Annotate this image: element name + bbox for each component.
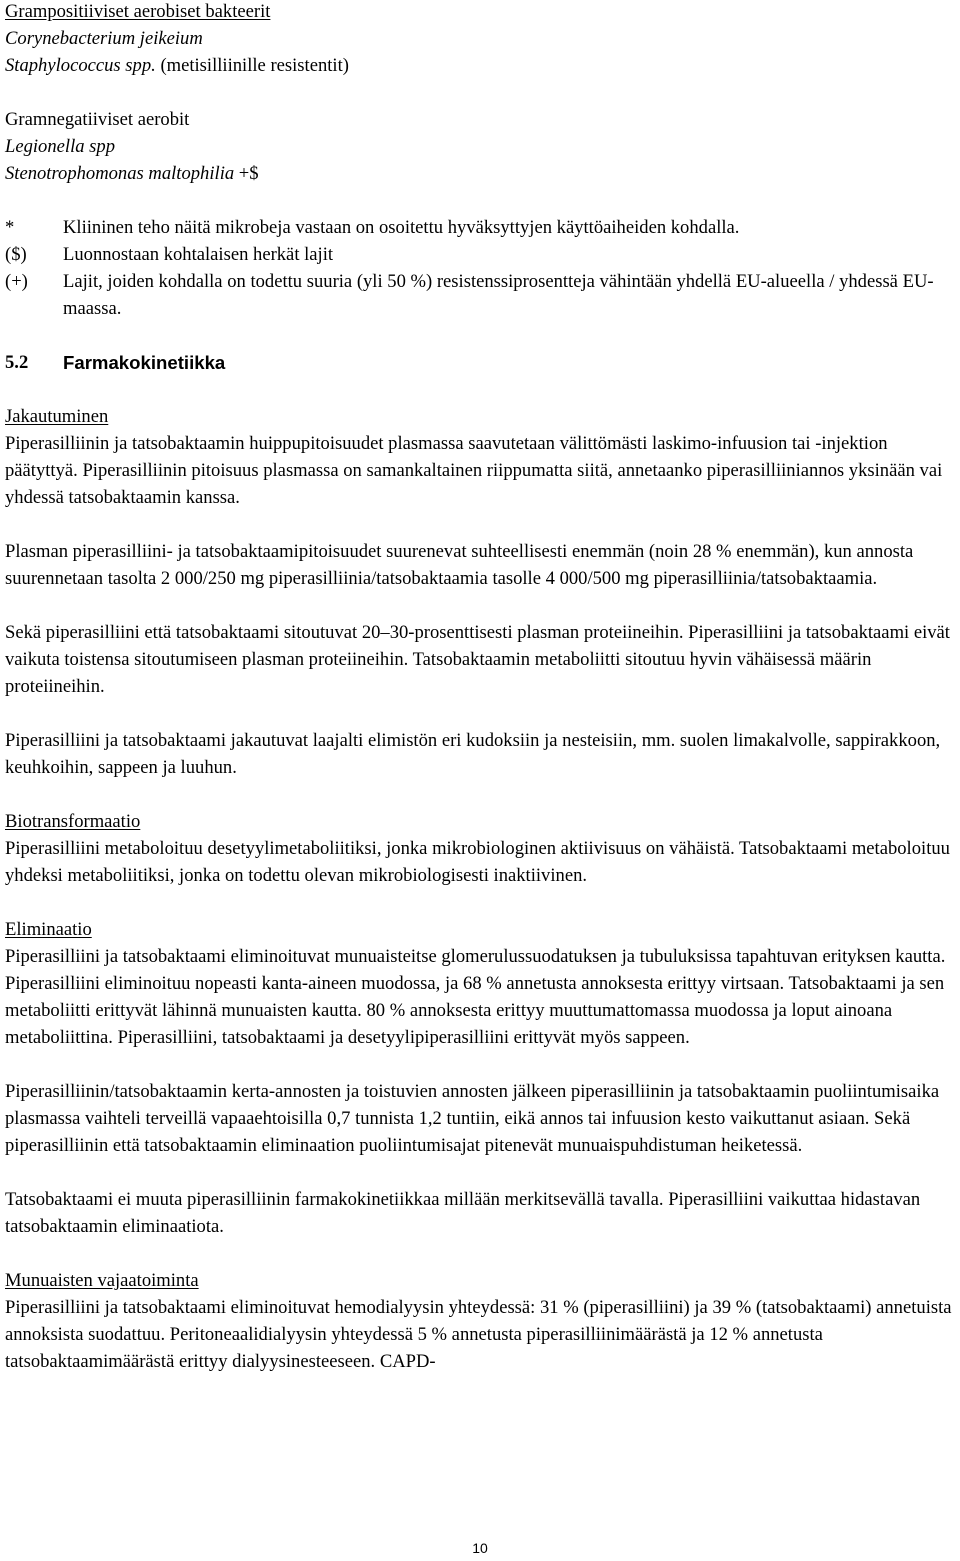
- gram-positive-heading: Grampositiiviset aerobiset bakteerit: [5, 1, 271, 22]
- elimination-paragraph: Piperasilliini eliminoituu nopeasti kanta-aineen muodossa, ja 68 % annetusta annoksesta erittyy virtsaan. Tatsobaktaami ja sen metaboliitti erittyvät lähinnä munuaisten kautta. 80 % annoksesta erittyy muuttumattomassa muodossa ja loput ainoana metaboliittina. Piperasilliini, tatsobaktaami ja desetyylipiperasilliini erittyvät myös sappeen.: [5, 973, 945, 1048]
- renal-paragraph: Piperasilliini ja tatsobaktaami eliminoituvat hemodialyysin yhteydessä: 31 % (piperasilliini) ja 39 % (tatsobaktaami) annetuista annoksista suodattuu. Peritoneaalidialyysin yhteydessä 5 % annetusta piperasilliinimäärästä ja 12 % annetusta tatsobaktaamimäärästä erittyy dialyysinesteeseen. CAPD-: [5, 1297, 952, 1372]
- organism-corynebacterium: Corynebacterium jeikeium: [5, 28, 203, 49]
- distribution-heading: Jakautuminen: [5, 406, 109, 427]
- page-number: 10: [472, 1540, 488, 1556]
- biotransformation-heading: Biotransformaatio: [5, 811, 141, 832]
- gram-negative-heading: Gramnegatiiviset aerobit: [5, 109, 190, 130]
- distribution-paragraph: Piperasilliini ja tatsobaktaami jakautuvat laajalti elimistön eri kudoksiin ja nesteisiin, mm. suolen limakalvolle, sappirakkoon, keuhkoihin, sappeen ja luuhun.: [5, 730, 941, 778]
- distribution-paragraph: Plasman piperasilliini- ja tatsobaktaamipitoisuudet suurenevat suhteellisesti enemmän (noin 28 % enemmän), kun annosta suurennetaan tasolta 2 000/250 mg piperasilliinia/tatsobaktaamia tasolle 4 000/500 mg piperasilliinia/tatsobaktaamia.: [5, 541, 914, 589]
- elimination-paragraph: Piperasilliini ja tatsobaktaami eliminoituvat munuaisteitse glomerulussuodatuksen ja tubuluksissa tapahtuvan erityksen kautta.: [5, 946, 946, 967]
- organism-stenotrophomonas: Stenotrophomonas maltophilia +$: [5, 163, 259, 184]
- footnote-mark: *: [5, 217, 15, 238]
- footnote-text: Lajit, joiden kohdalla on todettu suuria (yli 50 %) resistenssiprosentteja vähintään yhdellä EU-alueella / yhdessä EU-maassa.: [63, 271, 934, 319]
- footnote-plus: [5, 268, 957, 322]
- footnote-mark: (+): [5, 271, 28, 292]
- elimination-paragraph: Piperasilliinin/tatsobaktaamin kerta-annosten ja toistuvien annosten jälkeen piperasilliinin ja tatsobaktaamin puoliintumisaika plasmassa vaihteli terveillä vapaaehtoisilla 0,7 tunnista 1,2 tuntiin, eikä annos tai infuusion kesto vaikuttanut asiaan. Sekä piperasilliinin että tatsobaktaamin eliminaation puoliintumisajat pitenevät munuaispuhdistuman heiketessä.: [5, 1081, 940, 1156]
- footnote-text: Kliininen teho näitä mikrobeja vastaan on osoitettu hyväksyttyjen käyttöaiheiden kohdalla.: [63, 217, 740, 238]
- section-number: 5.2: [5, 352, 29, 373]
- biotransformation-paragraph: Piperasilliini metaboloituu desetyylimetaboliitiksi, jonka mikrobiologinen aktiivisuus on vähäistä. Tatsobaktaami metaboloituu yhdeksi metaboliitiksi, jonka on todettu olevan mikrobiologisesti inaktiivinen.: [5, 838, 950, 886]
- organism-legionella: Legionella spp: [5, 136, 116, 157]
- organism-staphylococcus: Staphylococcus spp. (metisilliinille resistentit): [5, 55, 349, 76]
- footnote-text: Luonnostaan kohtalaisen herkät lajit: [63, 244, 334, 265]
- distribution-paragraph: Sekä piperasilliini että tatsobaktaami sitoutuvat 20–30-prosenttisesti plasman proteiineihin. Piperasilliini ja tatsobaktaami eivät vaikuta toistensa sitoutumiseen plasman proteiineihin. Tatsobaktaamin metaboliitti sitoutuu hyvin vähäisessä määrin proteiineihin.: [5, 622, 950, 697]
- elimination-paragraph: Tatsobaktaami ei muuta piperasilliinin farmakokinetiikkaa millään merkitsevällä tavalla. Piperasilliini vaikuttaa hidastavan tatsobaktaamin eliminaatiota.: [5, 1189, 921, 1237]
- footnote-asterisk: [5, 214, 957, 241]
- section-title: Farmakokinetiikka: [63, 352, 226, 373]
- distribution-paragraph: Piperasilliinin ja tatsobaktaamin huippupitoisuudet plasmassa saavutetaan välittömästi laskimo-infuusion tai -injektion päätyttyä. Piperasilliinin pitoisuus plasmassa on samankaltainen riippumatta siitä, annetaanko piperasilliiniannos yksinään vai yhdessä tatsobaktaamin kanssa.: [5, 433, 943, 508]
- document-page: [5, 0, 957, 1375]
- section-heading: [5, 349, 957, 376]
- renal-heading: Munuaisten vajaatoiminta: [5, 1270, 199, 1291]
- footnote-mark: ($): [5, 244, 27, 265]
- footnote-dollar: [5, 241, 957, 268]
- elimination-heading: Eliminaatio: [5, 919, 92, 940]
